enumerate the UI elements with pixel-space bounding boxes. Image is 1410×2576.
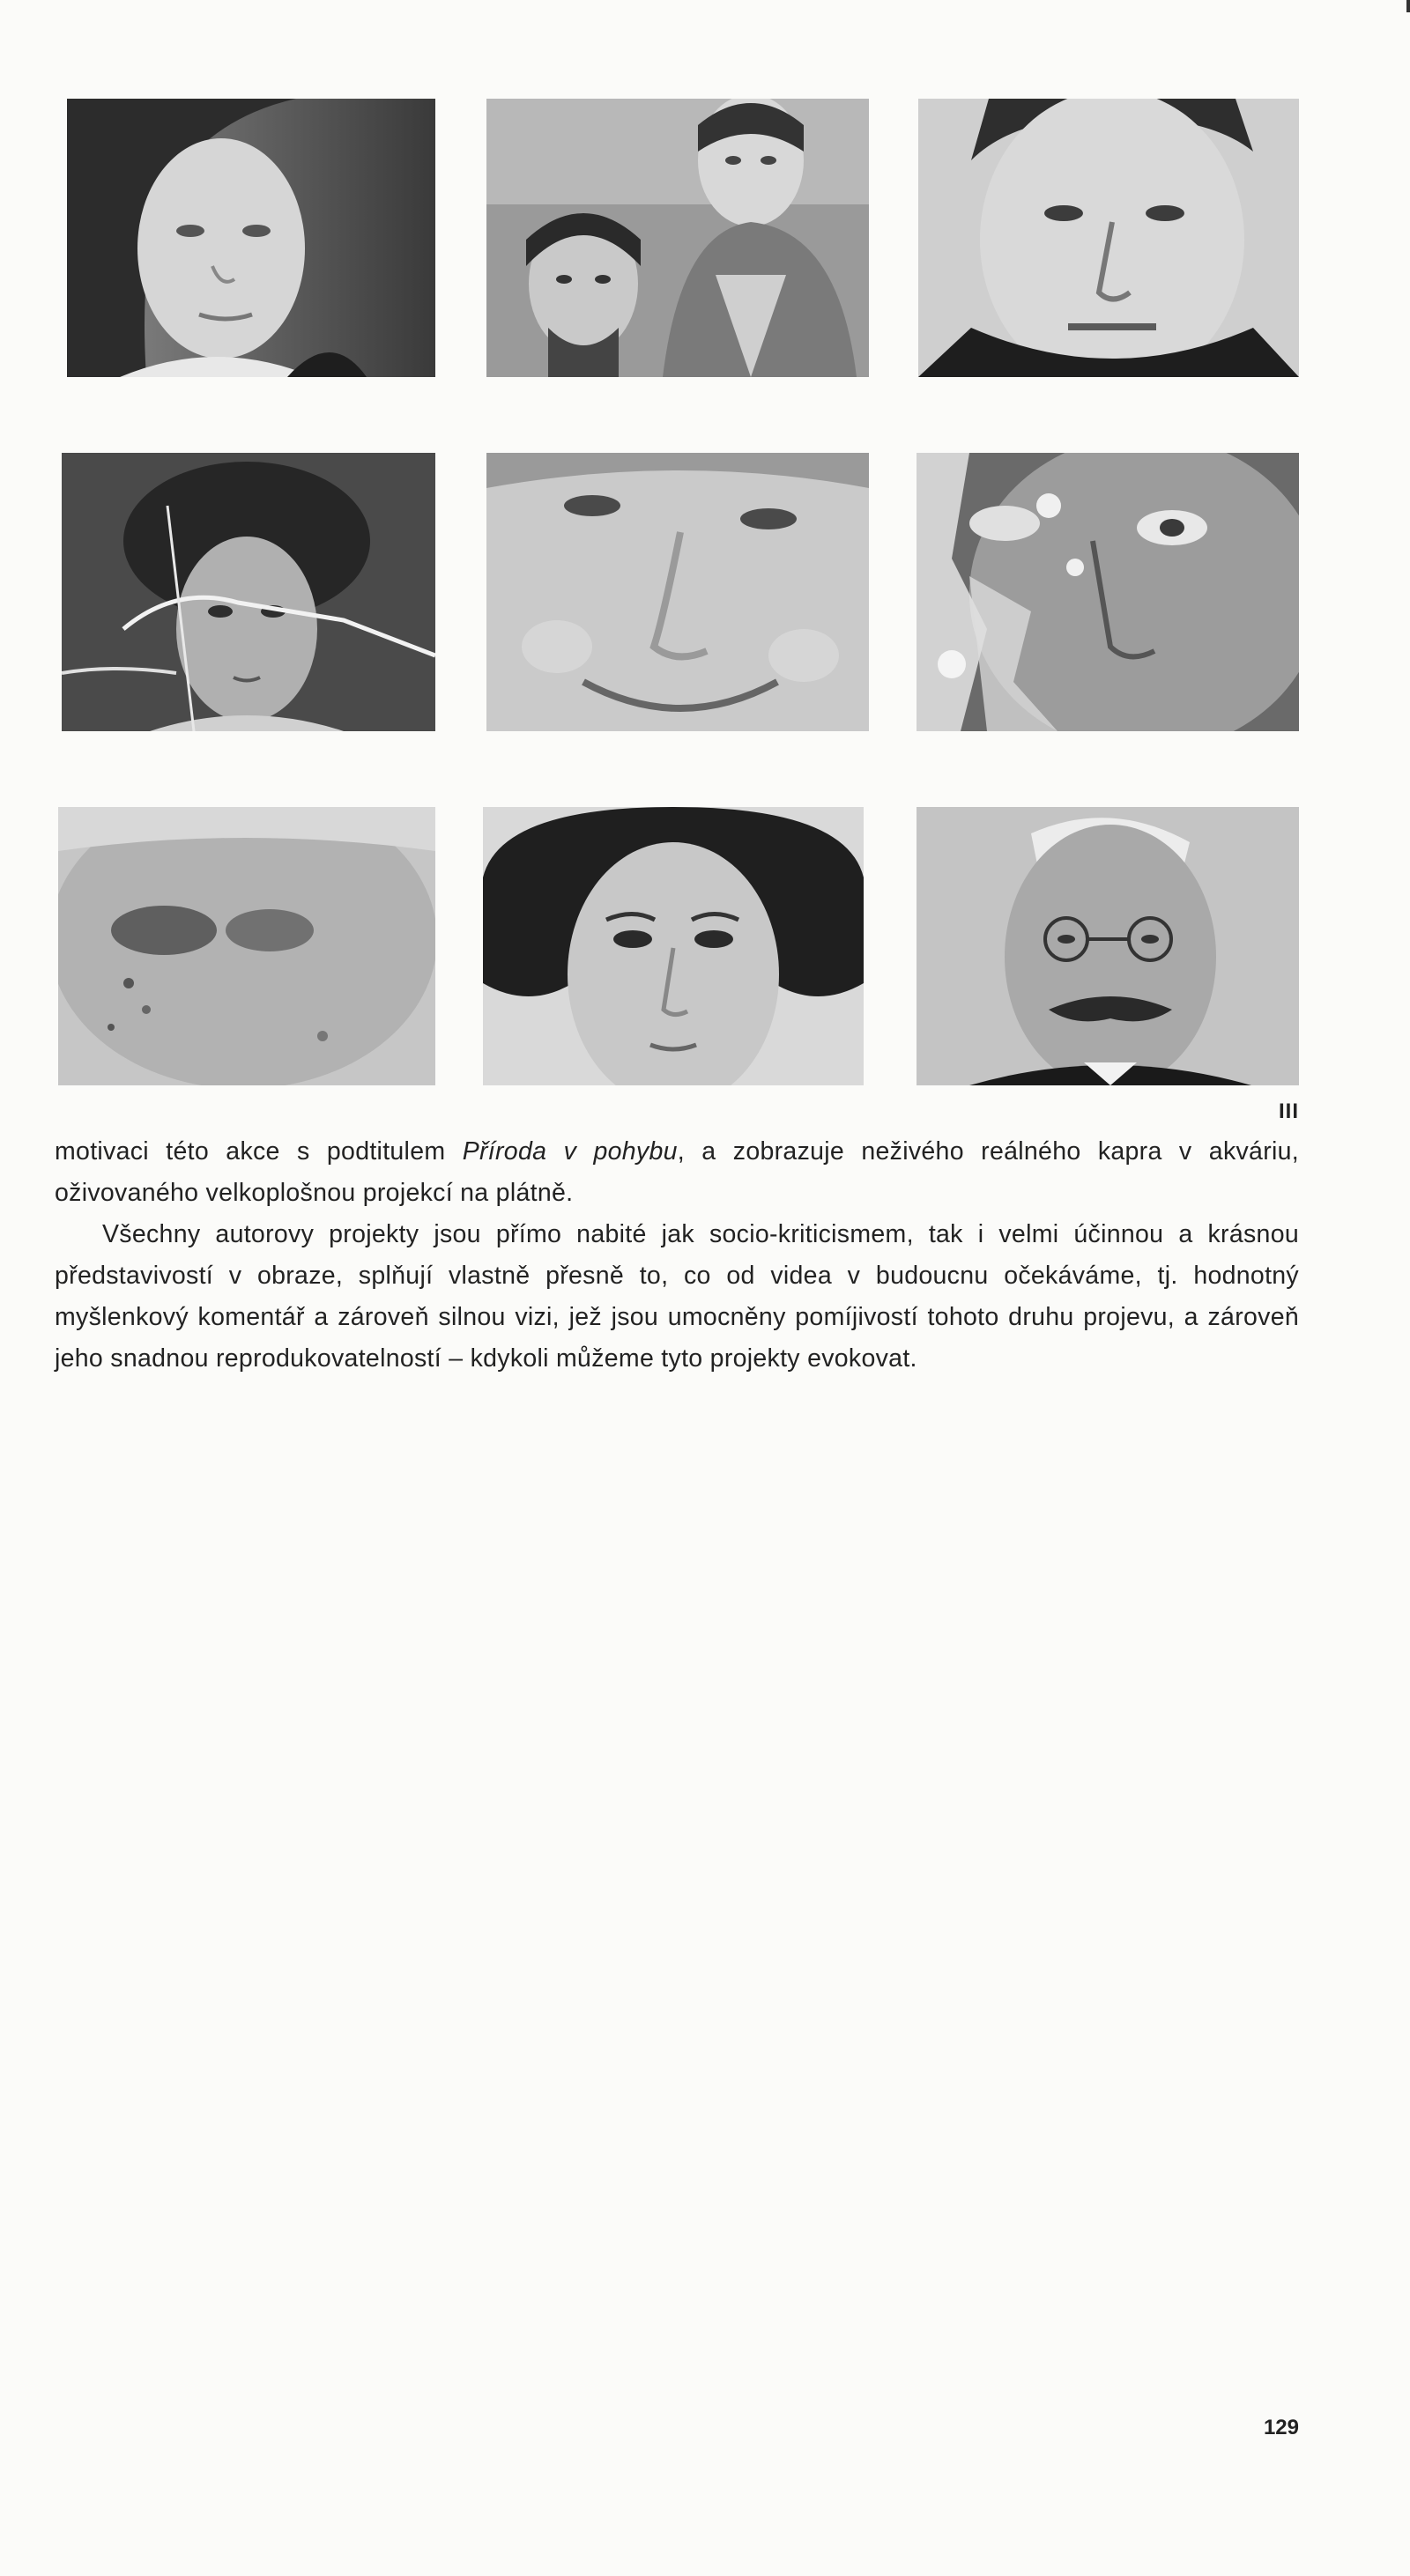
subtitle-italic: Příroda v pohybu: [462, 1137, 678, 1166]
photo-portrait-cracked-woman: [62, 453, 435, 731]
photo-portrait-man: [918, 99, 1299, 377]
plate-number: III: [1278, 1099, 1299, 1123]
photo-portrait-young-woman: [67, 99, 435, 377]
photo-portrait-man-glasses: [916, 807, 1299, 1085]
photo-portrait-couple: [486, 99, 869, 377]
photo-portrait-smiling-face-closeup: [486, 453, 869, 731]
paragraph-1-text-end: , a zobrazuje neživého reálného kapra v akváriu, oživovaného velkoplošnou projekcí na plátně.: [55, 1137, 1299, 1207]
body-text: [55, 1131, 1299, 1380]
paragraph-1-text-start: motivaci této akce s podtitulem: [55, 1137, 463, 1166]
photo-portrait-woman-dark-hair: [483, 807, 864, 1085]
paragraph-1: [55, 1131, 1299, 1214]
margin-speck: [1406, 0, 1410, 12]
page-number: 129: [1263, 2416, 1299, 2439]
photo-portrait-faded-face: [58, 807, 435, 1085]
paragraph-2: Všechny autorovy projekty jsou přímo nabité jak socio-kriticismem, tak i velmi účinnou a krásnou představivostí v obraze, splňují vlastně přesně to, co od videa v budoucnu očekáváme, tj. hodnotný myšlenkový komentář a zároveň silnou vizi, jež jsou umocněny pomíjivostí tohoto druhu projevu, a zároveň jeho snadnou reprodukovatelností – kdykoli můžeme tyto projekty evokovat.: [55, 1220, 1299, 1373]
photo-portrait-damaged-face: [916, 453, 1299, 731]
